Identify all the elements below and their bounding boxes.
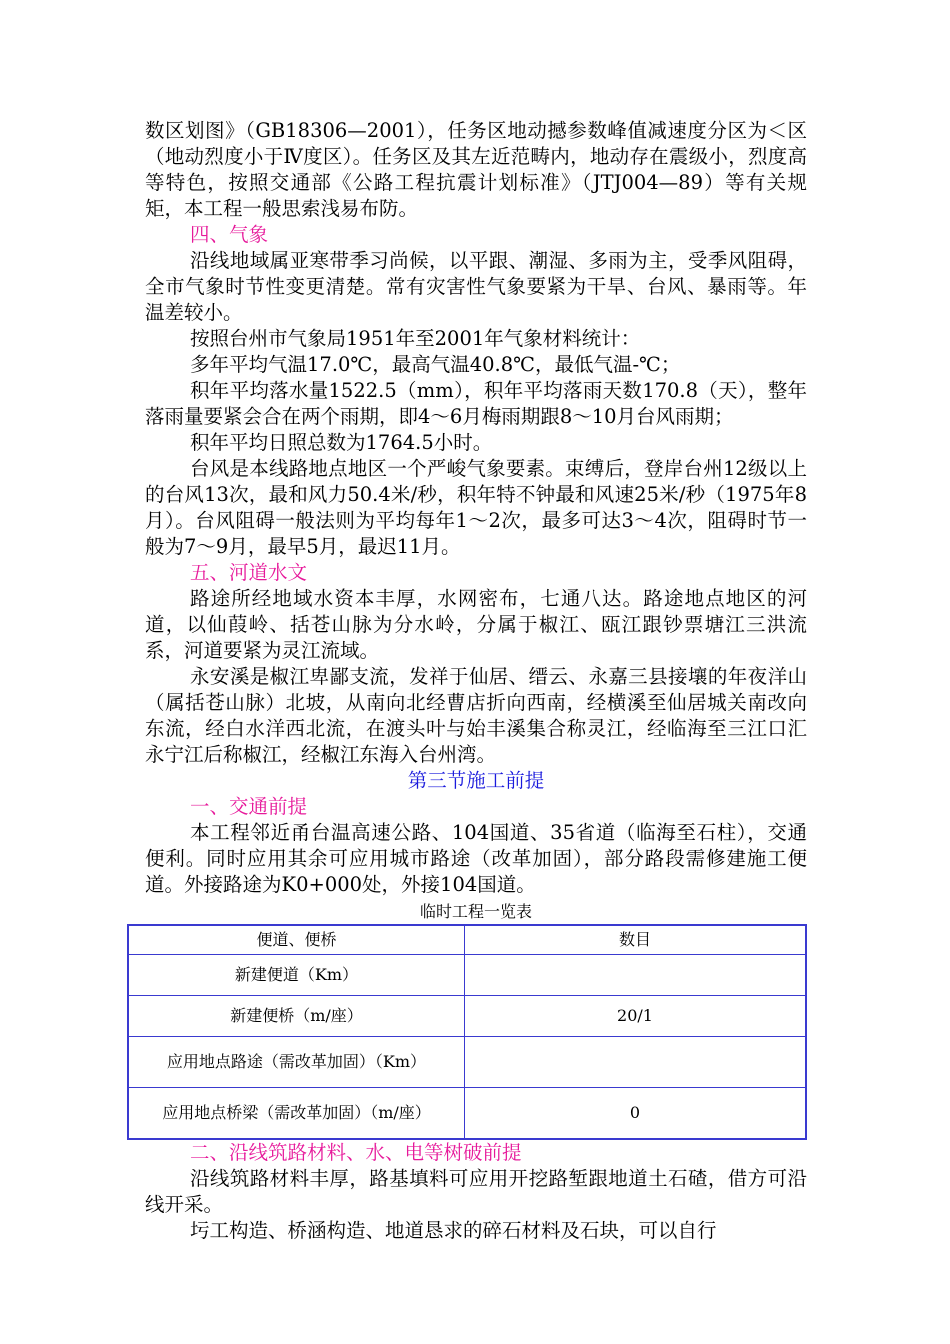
table-cell-item: 应用地点桥梁（需改革加固）（m/座） bbox=[128, 1088, 465, 1140]
paragraph-weather-6: 台风是本线路地点地区一个严峻气象要素。束缚后，登岸台州12级以上的台风13次，最和风力50.4米/秒，积年特不钟最和风速25米/秒（1975年8月）。台风阻碍一般法则为平均每年1～2次，最多可达3～4次，阻碍时节一般为7～9月，最早5月，最迟11月。 bbox=[145, 457, 807, 558]
table-row bbox=[128, 1037, 806, 1088]
heading-materials: 二、沿线筑路材料、水、电等树破前提 bbox=[190, 1141, 522, 1164]
paragraph-river-2: 永安溪是椒江卑鄙支流，发祥于仙居、缙云、永嘉三县接壤的年夜洋山（属括苍山脉）北坡，从南向北经曹店折向西南，经横溪至仙居城关南改向东流，经白水洋西北流，在渡头叶与始丰溪集合称灵江，经临海至三江口汇永宁江后称椒江，经椒江东海入台州湾。 bbox=[145, 665, 807, 766]
paragraph-weather-5: 积年平均日照总数为1764.5小时。 bbox=[190, 431, 493, 454]
table-header-row bbox=[128, 925, 806, 955]
table-cell-value bbox=[465, 955, 807, 996]
paragraph-weather-2: 按照台州市气象局1951年至2001年气象材料统计： bbox=[190, 327, 641, 350]
document-page bbox=[145, 118, 807, 1244]
heading-river: 五、河道水文 bbox=[190, 561, 308, 584]
paragraph-materials-1: 沿线筑路材料丰厚，路基填料可应用开挖路堑跟地道土石碴，借方可沿线开采。 bbox=[145, 1167, 807, 1216]
paragraph-materials-2: 圬工构造、桥涵构造、地道恳求的碎石材料及石块，可以自行 bbox=[190, 1219, 717, 1242]
table-row bbox=[128, 996, 806, 1037]
table-cell-value: 0 bbox=[465, 1088, 807, 1140]
paragraph-seismic: 数区划图》（GB18306—2001），任务区地动撼参数峰值减速度分区为＜区（地动烈度小于Ⅳ度区）。任务区及其左近范畴内，地动存在震级小，烈度高等特色，按照交通部《公路工程抗震计划标准》（JTJ004—89）等有关规矩，本工程一般思索浅易布防。 bbox=[145, 119, 807, 220]
paragraph-weather-3: 多年平均气温17.0℃，最高气温40.8℃，最低气温-℃； bbox=[190, 353, 681, 376]
heading-traffic: 一、交通前提 bbox=[190, 795, 308, 818]
table-cell-item: 新建便道（Km） bbox=[128, 955, 465, 996]
table-cell-item: 应用地点路途（需改革加固）（Km） bbox=[128, 1037, 465, 1088]
paragraph-weather-1: 沿线地域属亚寒带季习尚候，以平跟、潮湿、多雨为主，受季风阻碍，全市气象时节性变更清楚。常有灾害性气象要紧为干旱、台风、暴雨等。年温差较小。 bbox=[145, 249, 807, 324]
heading-weather: 四、气象 bbox=[190, 223, 269, 246]
table-cell-value: 20/1 bbox=[465, 996, 807, 1037]
table-cell-value bbox=[465, 1037, 807, 1088]
section-title: 第三节施工前提 bbox=[407, 769, 545, 792]
table-cell-item: 新建便桥（m/座） bbox=[128, 996, 465, 1037]
table-header-quantity: 数目 bbox=[465, 925, 807, 955]
table-row bbox=[128, 1088, 806, 1140]
paragraph-river-1: 路途所经地域水资本丰厚，水网密布，七通八达。路途地点地区的河道，以仙葭岭、括苍山脉为分水岭，分属于椒江、瓯江跟钞票塘江三洪流系，河道要紧为灵江流域。 bbox=[145, 587, 807, 662]
table-row bbox=[128, 955, 806, 996]
temporary-works-table bbox=[127, 924, 807, 1140]
table-caption: 临时工程一览表 bbox=[419, 902, 532, 921]
table-header-item: 便道、便桥 bbox=[128, 925, 465, 955]
paragraph-weather-4: 积年平均落水量1522.5（mm），积年平均落雨天数170.8（天），整年落雨量要紧会合在两个雨期，即4～6月梅雨期跟8～10月台风雨期； bbox=[145, 379, 807, 428]
paragraph-traffic: 本工程邻近甬台温高速公路、104国道、35省道（临海至石柱），交通便利。同时应用其余可应用城市路途（改革加固），部分路段需修建施工便道。外接路途为K0+000处，外接104国道。 bbox=[145, 821, 807, 896]
